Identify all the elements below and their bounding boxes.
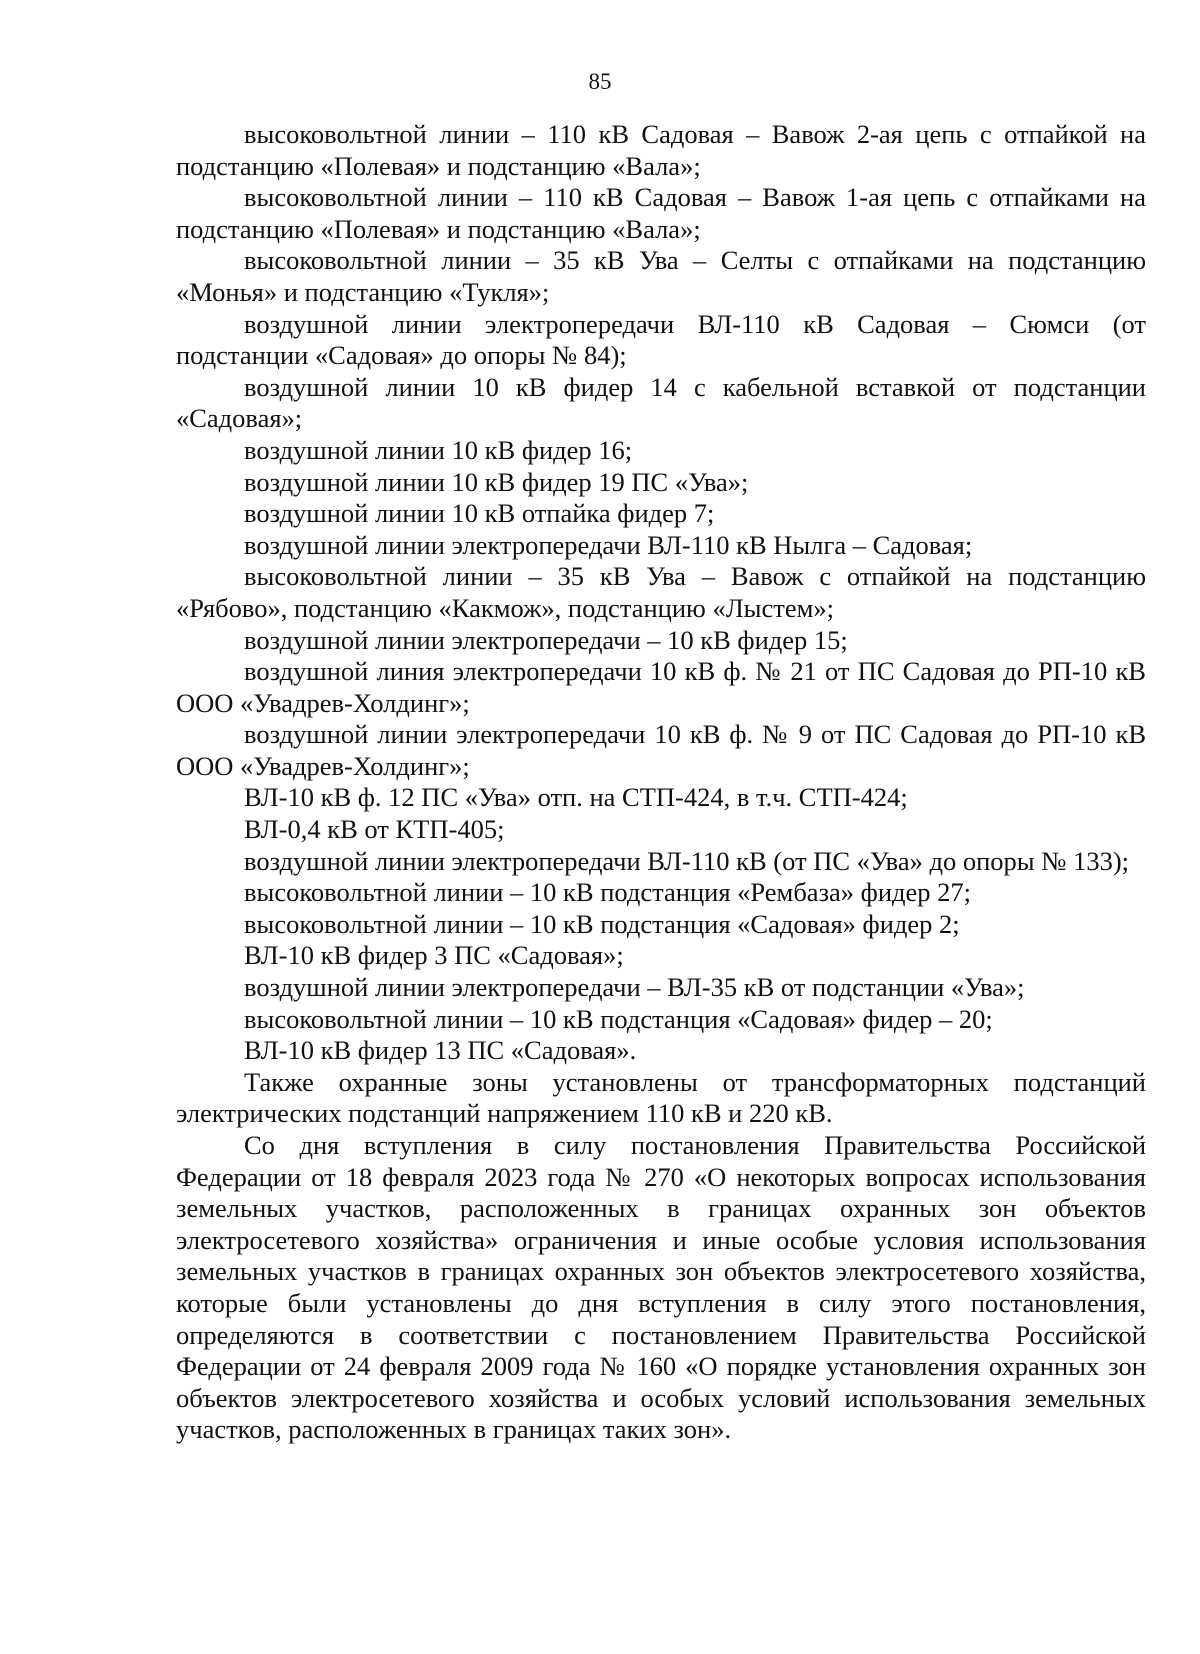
page-number: 85 <box>588 69 612 94</box>
paragraph: воздушной линии электропередачи ВЛ-110 кВ Нылга – Садовая; <box>244 529 973 560</box>
paragraph: воздушной линии 10 кВ фидер 14 с кабельной вставкой от подстанции «Садовая»; <box>176 371 1146 434</box>
paragraph: воздушной линии электропередачи ВЛ-110 кВ (от ПС «Ува» до опоры № 133); <box>244 845 1130 876</box>
paragraph: ВЛ-10 кВ фидер 3 ПС «Садовая»; <box>244 940 624 971</box>
paragraph: воздушной линии 10 кВ фидер 19 ПС «Ува»; <box>244 466 749 497</box>
paragraph: воздушной линия электропередачи 10 кВ ф. № 21 от ПС Садовая до РП-10 кВ ООО «Увадрев-Холдинг»; <box>176 656 1146 718</box>
paragraph: высоковольтной линии – 110 кВ Садовая – Вавож 1-ая цепь с отпайками на подстанцию «Полевая» и подстанцию «Вала»; <box>176 182 1146 244</box>
paragraph: ВЛ-10 кВ ф. 12 ПС «Ува» отп. на СТП-424, в т.ч. СТП-424; <box>244 782 908 813</box>
paragraph: воздушной линии электропередачи ВЛ-110 кВ Садовая – Сюмси (от подстанции «Садовая» до опоры № 84); <box>176 308 1146 371</box>
paragraph: ВЛ-10 кВ фидер 13 ПС «Садовая». <box>244 1035 637 1066</box>
paragraph: воздушной линии 10 кВ отпайка фидер 7; <box>244 498 715 529</box>
paragraph: Со дня вступления в силу постановления Правительства Российской Федерации от 18 февраля 2023 года № 270 «О некоторых вопросах использования земельных участков, расположенных в границах охранных зон объектов электросетевого хозяйства» ограничения и иные особые условия использования земельных участков в границах охранных зон объектов электросетевого хозяйства, которые были установлены до дня вступления в силу этого постановления, определяются в соответствии с постановлением Правительства Российской Федерации от 24 февраля 2009 года № 160 «О порядке установления охранных зон объектов электросетевого хозяйства и особых условий использования земельных участков, расположенных в границах таких зон». <box>176 1130 1146 1445</box>
paragraph: высоковольтной линии – 35 кВ Ува – Вавож с отпайкой на подстанцию «Рябово», подстанцию «Какмож», подстанцию «Лыстем»; <box>176 561 1146 623</box>
paragraph: высоковольтной линии – 10 кВ подстанция «Садовая» фидер 2; <box>244 908 960 939</box>
paragraph: воздушной линии электропередачи – ВЛ-35 кВ от подстанции «Ува»; <box>244 972 1025 1003</box>
paragraph: высоковольтной линии – 35 кВ Ува – Селты с отпайками на подстанцию «Монья» и подстанцию «Тукля»; <box>176 245 1146 307</box>
paragraph: воздушной линии электропередачи – 10 кВ фидер 15; <box>244 624 848 655</box>
paragraph: высоковольтной линии – 110 кВ Садовая – Вавож 2-ая цепь с отпайкой на подстанцию «Полевая» и подстанцию «Вала»; <box>176 119 1146 181</box>
paragraph: Также охранные зоны установлены от трансформаторных подстанций электрических подстанций напряжением 110 кВ и 220 кВ. <box>176 1066 1146 1129</box>
paragraph: высоковольтной линии – 10 кВ подстанция «Садовая» фидер – 20; <box>244 1003 993 1034</box>
document-body <box>176 119 1146 1446</box>
paragraph: высоковольтной линии – 10 кВ подстанция «Рембаза» фидер 27; <box>244 877 972 908</box>
paragraph: ВЛ-0,4 кВ от КТП-405; <box>244 814 505 845</box>
paragraph: воздушной линии 10 кВ фидер 16; <box>244 434 633 465</box>
paragraph: воздушной линии электропередачи 10 кВ ф. № 9 от ПС Садовая до РП-10 кВ ООО «Увадрев-Холдинг»; <box>176 719 1146 781</box>
